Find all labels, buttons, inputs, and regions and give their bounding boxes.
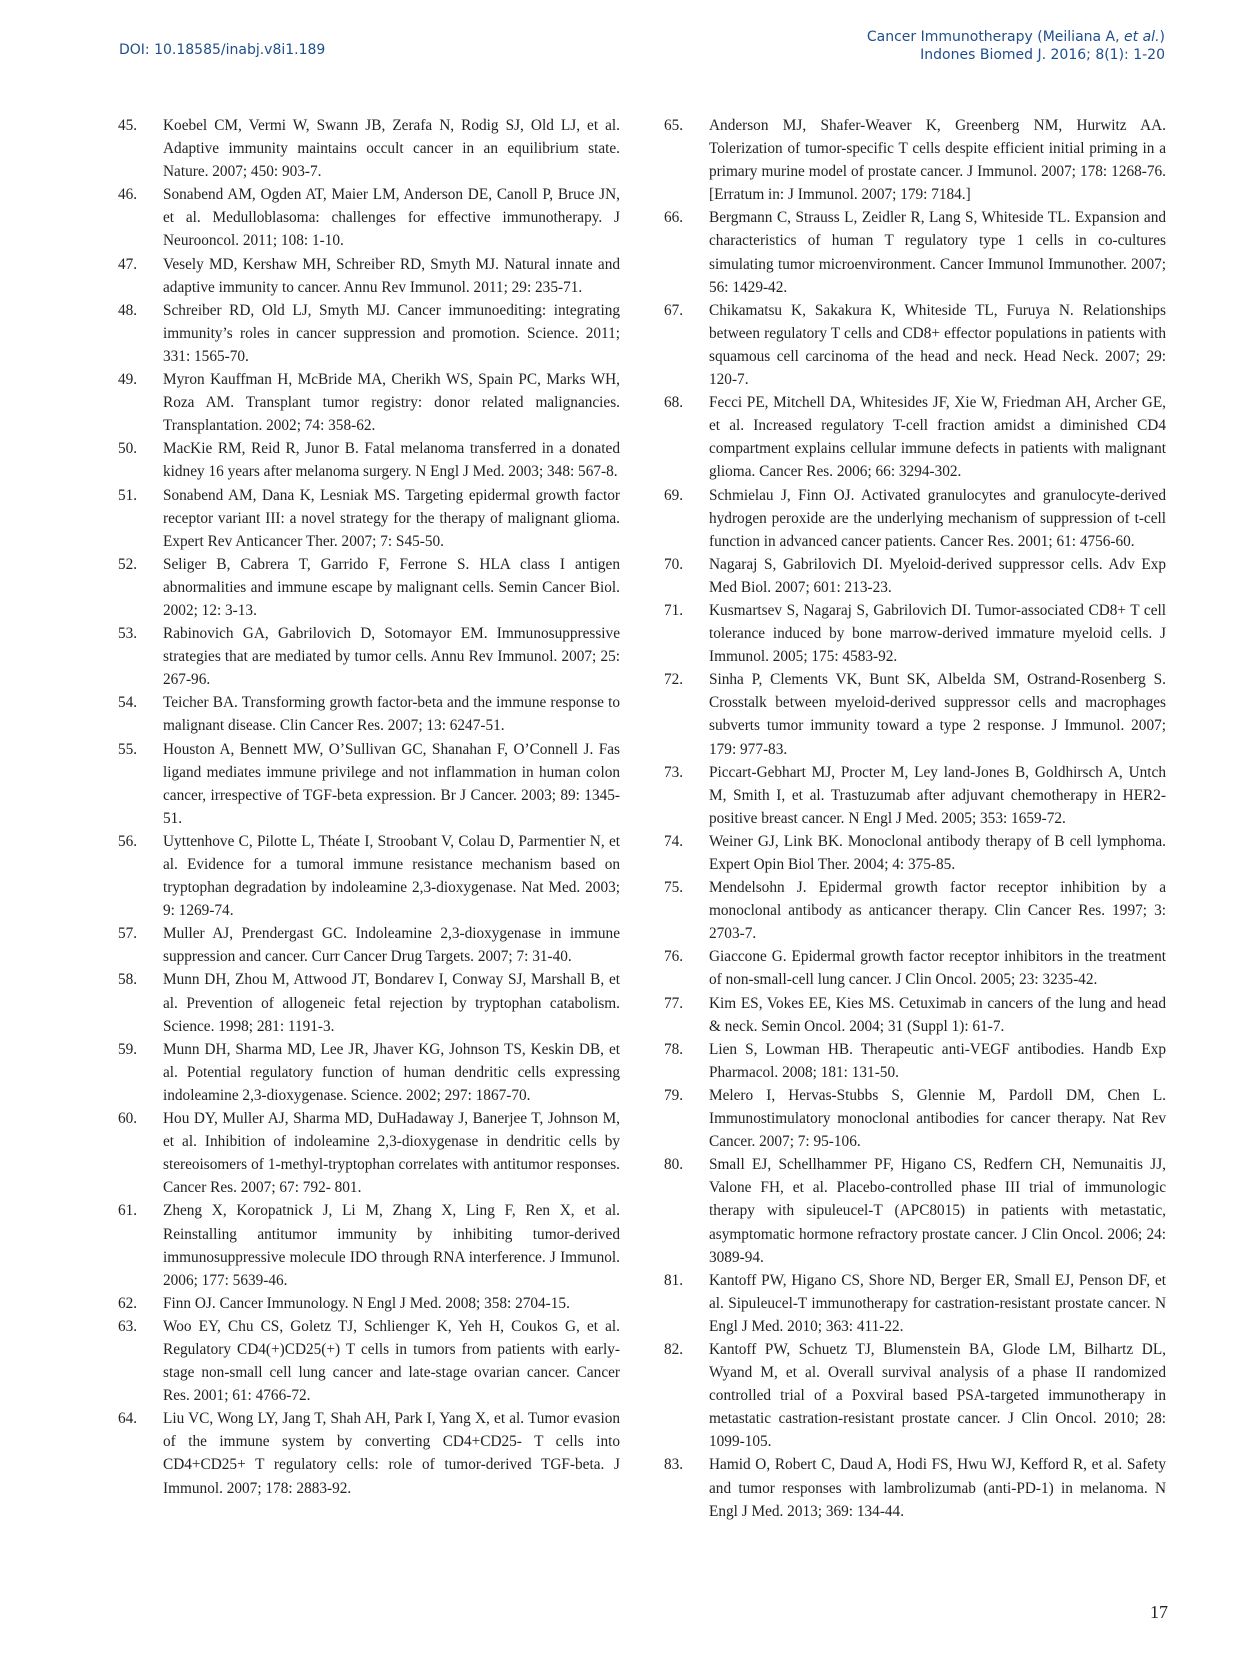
reference-number: 46. bbox=[118, 186, 138, 204]
reference-column-left bbox=[118, 114, 620, 1500]
reference-item bbox=[664, 1153, 1166, 1268]
reference-item bbox=[664, 1269, 1166, 1338]
reference-item bbox=[118, 1292, 620, 1315]
reference-text: Kim ES, Vokes EE, Kies MS. Cetuximab in cancers of the lung and head & neck. Semin Oncol. 2004; 31 (Suppl 1): 61-7. bbox=[709, 994, 1166, 1035]
reference-item bbox=[118, 1038, 620, 1107]
reference-number: 67. bbox=[664, 301, 684, 319]
reference-number: 53. bbox=[118, 625, 138, 643]
reference-item bbox=[118, 183, 620, 252]
reference-number: 61. bbox=[118, 1202, 138, 1220]
reference-number: 59. bbox=[118, 1040, 138, 1058]
reference-text: Lien S, Lowman HB. Therapeutic anti-VEGF antibodies. Handb Exp Pharmacol. 2008; 181: 131-50. bbox=[709, 1040, 1166, 1081]
reference-text: Sonabend AM, Ogden AT, Maier LM, Anderson DE, Canoll P, Bruce JN, et al. Medulloblasoma: challenges for effective immunotherapy. J Neurooncol. 2011; 108: 1-10. bbox=[163, 186, 620, 250]
reference-text: Liu VC, Wong LY, Jang T, Shah AH, Park I, Yang X, et al. Tumor evasion of the immune system by converting CD4+CD25- T cells into CD4+CD25+ T regulatory cells: role of tumor-derived TGF-beta. J Immunol. 2007; 178: 2883-92. bbox=[163, 1410, 620, 1497]
reference-number: 80. bbox=[664, 1156, 684, 1174]
reference-item bbox=[118, 484, 620, 553]
reference-item bbox=[118, 368, 620, 437]
reference-text: Kantoff PW, Schuetz TJ, Blumenstein BA, Glode LM, Bilhartz DL, Wyand M, et al. Overall survival analysis of a phase II randomized controlled trial of a Poxviral based PSA-targeted immunotherapy in metastatic castration-resistant prostate cancer. J Clin Oncol. 2010; 28: 1099-105. bbox=[709, 1340, 1166, 1451]
reference-item bbox=[664, 830, 1166, 876]
reference-item bbox=[664, 668, 1166, 760]
reference-text: Rabinovich GA, Gabrilovich D, Sotomayor EM. Immunosuppressive strategies that are mediated by tumor cells. Annu Rev Immunol. 2007; 25: 267-96. bbox=[163, 625, 620, 689]
reference-item bbox=[118, 114, 620, 183]
reference-item bbox=[118, 553, 620, 622]
et-al-italic: et al. bbox=[1124, 29, 1160, 45]
reference-number: 68. bbox=[664, 394, 684, 412]
reference-text: Finn OJ. Cancer Immunology. N Engl J Med. 2008; 358: 2704-15. bbox=[163, 1294, 570, 1312]
reference-item bbox=[664, 391, 1166, 483]
reference-item bbox=[664, 761, 1166, 830]
reference-item bbox=[664, 1453, 1166, 1522]
reference-text: Sonabend AM, Dana K, Lesniak MS. Targeting epidermal growth factor receptor variant III: a novel strategy for the therapy of malignant glioma. Expert Rev Anticancer Ther. 2007; 7: S45-50. bbox=[163, 486, 620, 550]
reference-text: Giaccone G. Epidermal growth factor receptor inhibitors in the treatment of non-small-cell lung cancer. J Clin Oncol. 2005; 23: 3235-42. bbox=[709, 948, 1166, 989]
reference-text: Hou DY, Muller AJ, Sharma MD, DuHadaway J, Banerjee T, Johnson M, et al. Inhibition of indoleamine 2,3-dioxygenase in dendritic cells by stereoisomers of 1-methyl-tryptophan correlates with antitumor responses. Cancer Res. 2007; 67: 792- 801. bbox=[163, 1110, 620, 1197]
journal-article-line bbox=[867, 28, 1165, 46]
reference-text: Bergmann C, Strauss L, Zeidler R, Lang S, Whiteside TL. Expansion and characteristics of human T regulatory type 1 cells in co-cultures simulating tumor microenvironment. Cancer Immunol Immunother. 2007; 56: 1429-42. bbox=[709, 209, 1166, 296]
reference-number: 75. bbox=[664, 879, 684, 897]
reference-item bbox=[664, 1084, 1166, 1153]
reference-item bbox=[118, 1407, 620, 1499]
reference-number: 76. bbox=[664, 948, 684, 966]
reference-text: Mendelsohn J. Epidermal growth factor receptor inhibition by a monoclonal antibody as anticancer therapy. Clin Cancer Res. 1997; 3: 2703-7. bbox=[709, 879, 1166, 943]
reference-text: Hamid O, Robert C, Daud A, Hodi FS, Hwu WJ, Kefford R, et al. Safety and tumor responses with lambrolizumab (anti-PD-1) in melanoma. N Engl J Med. 2013; 369: 134-44. bbox=[709, 1456, 1166, 1520]
reference-text: Munn DH, Sharma MD, Lee JR, Jhaver KG, Johnson TS, Keskin DB, et al. Potential regulatory function of human dendritic cells expressing indoleamine 2,3-dioxygenase. Science. 2002; 297: 1867-70. bbox=[163, 1040, 620, 1104]
reference-text: Vesely MD, Kershaw MH, Schreiber RD, Smyth MJ. Natural innate and adaptive immunity to cancer. Annu Rev Immunol. 2011; 29: 235-71. bbox=[163, 255, 620, 296]
reference-item bbox=[118, 299, 620, 368]
running-header bbox=[867, 28, 1165, 64]
reference-text: Weiner GJ, Link BK. Monoclonal antibody therapy of B cell lymphoma. Expert Opin Biol Ther. 2004; 4: 375-85. bbox=[709, 832, 1166, 873]
reference-number: 62. bbox=[118, 1294, 138, 1312]
reference-text: Zheng X, Koropatnick J, Li M, Zhang X, Ling F, Ren X, et al. Reinstalling antitumor immunity by inhibiting tumor-derived immunosuppressive molecule IDO through RNA interference. J Immunol. 2006; 177: 5639-46. bbox=[163, 1202, 620, 1289]
reference-item bbox=[664, 945, 1166, 991]
reference-item bbox=[664, 206, 1166, 298]
reference-text: Schreiber RD, Old LJ, Smyth MJ. Cancer immunoediting: integrating immunity’s roles in cancer suppression and promotion. Science. 2011; 331: 1565-70. bbox=[163, 301, 620, 365]
reference-column-right bbox=[664, 114, 1166, 1523]
reference-number: 60. bbox=[118, 1110, 138, 1128]
reference-item bbox=[664, 484, 1166, 553]
reference-number: 57. bbox=[118, 925, 138, 943]
reference-number: 79. bbox=[664, 1086, 684, 1104]
reference-item bbox=[118, 1107, 620, 1199]
reference-text: Anderson MJ, Shafer-Weaver K, Greenberg NM, Hurwitz AA. Tolerization of tumor-specific T cells despite efficient initial priming in a primary murine model of prostate cancer. J Immunol. 2007; 178: 1268-76. [Erratum in: J Immunol. 2007; 179: 7184.] bbox=[709, 117, 1166, 204]
reference-text: Woo EY, Chu CS, Goletz TJ, Schlienger K, Yeh H, Coukos G, et al. Regulatory CD4(+)CD25(+) T cells in tumors from patients with early-stage non-small cell lung cancer and late-stage ovarian cancer. Cancer Res. 2001; 61: 4766-72. bbox=[163, 1317, 620, 1405]
reference-item bbox=[664, 1338, 1166, 1453]
article-title-suffix: ) bbox=[1159, 29, 1165, 45]
reference-number: 66. bbox=[664, 209, 684, 227]
reference-number: 51. bbox=[118, 486, 138, 504]
reference-text: Munn DH, Zhou M, Attwood JT, Bondarev I, Conway SJ, Marshall B, et al. Prevention of allogeneic fetal rejection by tryptophan catabolism. Science. 1998; 281: 1191-3. bbox=[163, 971, 620, 1035]
reference-number: 55. bbox=[118, 740, 138, 758]
reference-text: Sinha P, Clements VK, Bunt SK, Albelda SM, Ostrand-Rosenberg S. Crosstalk between myeloid-derived suppressor cells and macrophages subverts tumor immunity toward a type 2 response. J Immunol. 2007; 179: 977-83. bbox=[709, 671, 1166, 758]
reference-number: 74. bbox=[664, 832, 684, 850]
reference-item bbox=[118, 1315, 620, 1407]
reference-number: 48. bbox=[118, 301, 138, 319]
reference-number: 65. bbox=[664, 117, 684, 134]
reference-item bbox=[664, 876, 1166, 945]
reference-number: 52. bbox=[118, 555, 138, 573]
reference-text: Uyttenhove C, Pilotte L, Théate I, Stroobant V, Colau D, Parmentier N, et al. Evidence for a tumoral immune resistance mechanism based on tryptophan degradation by indoleamine 2,3-dioxygenase. Nat Med. 2003; 9: 1269-74. bbox=[163, 832, 620, 920]
reference-item bbox=[118, 437, 620, 483]
reference-text: Schmielau J, Finn OJ. Activated granulocytes and granulocyte-derived hydrogen peroxide are the underlying mechanism of suppression of t-cell function in advanced cancer patients. Cancer Res. 2001; 61: 4756-60. bbox=[709, 486, 1166, 550]
reference-number: 56. bbox=[118, 832, 138, 850]
reference-item bbox=[118, 830, 620, 922]
reference-number: 82. bbox=[664, 1340, 684, 1358]
reference-text: Koebel CM, Vermi W, Swann JB, Zerafa N, Rodig SJ, Old LJ, et al. Adaptive immunity maintains occult cancer in an equilibrium state. Nature. 2007; 450: 903-7. bbox=[163, 117, 620, 181]
reference-number: 69. bbox=[664, 486, 684, 504]
reference-item bbox=[118, 253, 620, 299]
reference-item bbox=[664, 299, 1166, 391]
reference-number: 49. bbox=[118, 371, 138, 389]
reference-item bbox=[118, 738, 620, 830]
reference-number: 58. bbox=[118, 971, 138, 989]
journal-citation: Indones Biomed J. 2016; 8(1): 1-20 bbox=[920, 47, 1165, 63]
reference-item bbox=[118, 968, 620, 1037]
article-title-prefix: Cancer Immunotherapy (Meiliana A, bbox=[866, 29, 1125, 45]
reference-number: 81. bbox=[664, 1271, 684, 1289]
reference-text: Melero I, Hervas-Stubbs S, Glennie M, Pardoll DM, Chen L. Immunostimulatory monoclonal antibodies for cancer therapy. Nat Rev Cancer. 2007; 7: 95-106. bbox=[709, 1086, 1166, 1151]
reference-number: 45. bbox=[118, 117, 138, 134]
page-number: 17 bbox=[1150, 1602, 1168, 1622]
reference-text: Kusmartsev S, Nagaraj S, Gabrilovich DI. Tumor-associated CD8+ T cell tolerance induced by bone marrow-derived immature myeloid cells. J Immunol. 2005; 175: 4583-92. bbox=[709, 601, 1166, 666]
reference-text: Seliger B, Cabrera T, Garrido F, Ferrone S. HLA class I antigen abnormalities and immune escape by malignant cells. Semin Cancer Biol. 2002; 12: 3-13. bbox=[163, 555, 620, 619]
reference-text: Chikamatsu K, Sakakura K, Whiteside TL, Furuya N. Relationships between regulatory T cells and CD8+ effector populations in patients with squamous cell carcinoma of the head and neck. Head Neck. 2007; 29: 120-7. bbox=[709, 301, 1166, 389]
reference-text: Piccart-Gebhart MJ, Procter M, Ley land-Jones B, Goldhirsch A, Untch M, Smith I, et al. Trastuzumab after adjuvant chemotherapy in HER2-positive breast cancer. N Engl J Med. 2005; 353: 1659-72. bbox=[709, 763, 1166, 827]
reference-item bbox=[118, 922, 620, 968]
reference-item bbox=[118, 1199, 620, 1291]
reference-text: Nagaraj S, Gabrilovich DI. Myeloid-derived suppressor cells. Adv Exp Med Biol. 2007; 601: 213-23. bbox=[709, 555, 1166, 596]
reference-number: 73. bbox=[664, 763, 684, 781]
reference-number: 71. bbox=[664, 601, 684, 619]
reference-number: 50. bbox=[118, 440, 138, 458]
reference-number: 63. bbox=[118, 1317, 138, 1335]
reference-item bbox=[664, 1038, 1166, 1084]
reference-number: 47. bbox=[118, 255, 138, 273]
reference-item bbox=[664, 599, 1166, 668]
reference-item bbox=[664, 992, 1166, 1038]
reference-item bbox=[118, 691, 620, 737]
reference-text: Kantoff PW, Higano CS, Shore ND, Berger ER, Small EJ, Penson DF, et al. Sipuleucel-T immunotherapy for castration-resistant prostate cancer. N Engl J Med. 2010; 363: 411-22. bbox=[709, 1271, 1166, 1335]
reference-text: Teicher BA. Transforming growth factor-beta and the immune response to malignant disease. Clin Cancer Res. 2007; 13: 6247-51. bbox=[163, 694, 620, 735]
reference-item bbox=[664, 553, 1166, 599]
reference-text: Myron Kauffman H, McBride MA, Cherikh WS, Spain PC, Marks WH, Roza AM. Transplant tumor registry: donor related malignancies. Transplantation. 2002; 74: 358-62. bbox=[163, 371, 620, 435]
reference-text: Fecci PE, Mitchell DA, Whitesides JF, Xie W, Friedman AH, Archer GE, et al. Increased regulatory T-cell fraction amidst a diminished CD4 compartment explains cellular immune defects in patients with malignant glioma. Cancer Res. 2006; 66: 3294-302. bbox=[709, 394, 1166, 481]
doi-label: DOI: 10.18585/inabj.v8i1.189 bbox=[119, 42, 326, 58]
reference-text: Muller AJ, Prendergast GC. Indoleamine 2,3-dioxygenase in immune suppression and cancer. Curr Cancer Drug Targets. 2007; 7: 31-40. bbox=[163, 925, 620, 966]
reference-number: 54. bbox=[118, 694, 138, 712]
reference-number: 83. bbox=[664, 1456, 684, 1474]
reference-number: 77. bbox=[664, 994, 684, 1012]
reference-text: MacKie RM, Reid R, Junor B. Fatal melanoma transferred in a donated kidney 16 years after melanoma surgery. N Engl J Med. 2003; 348: 567-8. bbox=[163, 440, 620, 481]
reference-item bbox=[118, 622, 620, 691]
reference-number: 72. bbox=[664, 671, 684, 689]
reference-text: Houston A, Bennett MW, O’Sullivan GC, Shanahan F, O’Connell J. Fas ligand mediates immune privilege and not inflammation in human colon cancer, irrespective of TGF-beta expression. Br J Cancer. 2003; 89: 1345-51. bbox=[163, 740, 620, 827]
reference-item bbox=[664, 114, 1166, 206]
reference-text: Small EJ, Schellhammer PF, Higano CS, Redfern CH, Nemunaitis JJ, Valone FH, et al. Placebo-controlled phase III trial of immunologic therapy with sipuleucel-T (APC8015) in patients with metastatic, asymptomatic hormone refractory prostate cancer. J Clin Oncol. 2006; 24: 3089-94. bbox=[709, 1156, 1166, 1266]
reference-number: 70. bbox=[664, 555, 684, 573]
reference-number: 64. bbox=[118, 1410, 138, 1428]
reference-number: 78. bbox=[664, 1040, 684, 1058]
